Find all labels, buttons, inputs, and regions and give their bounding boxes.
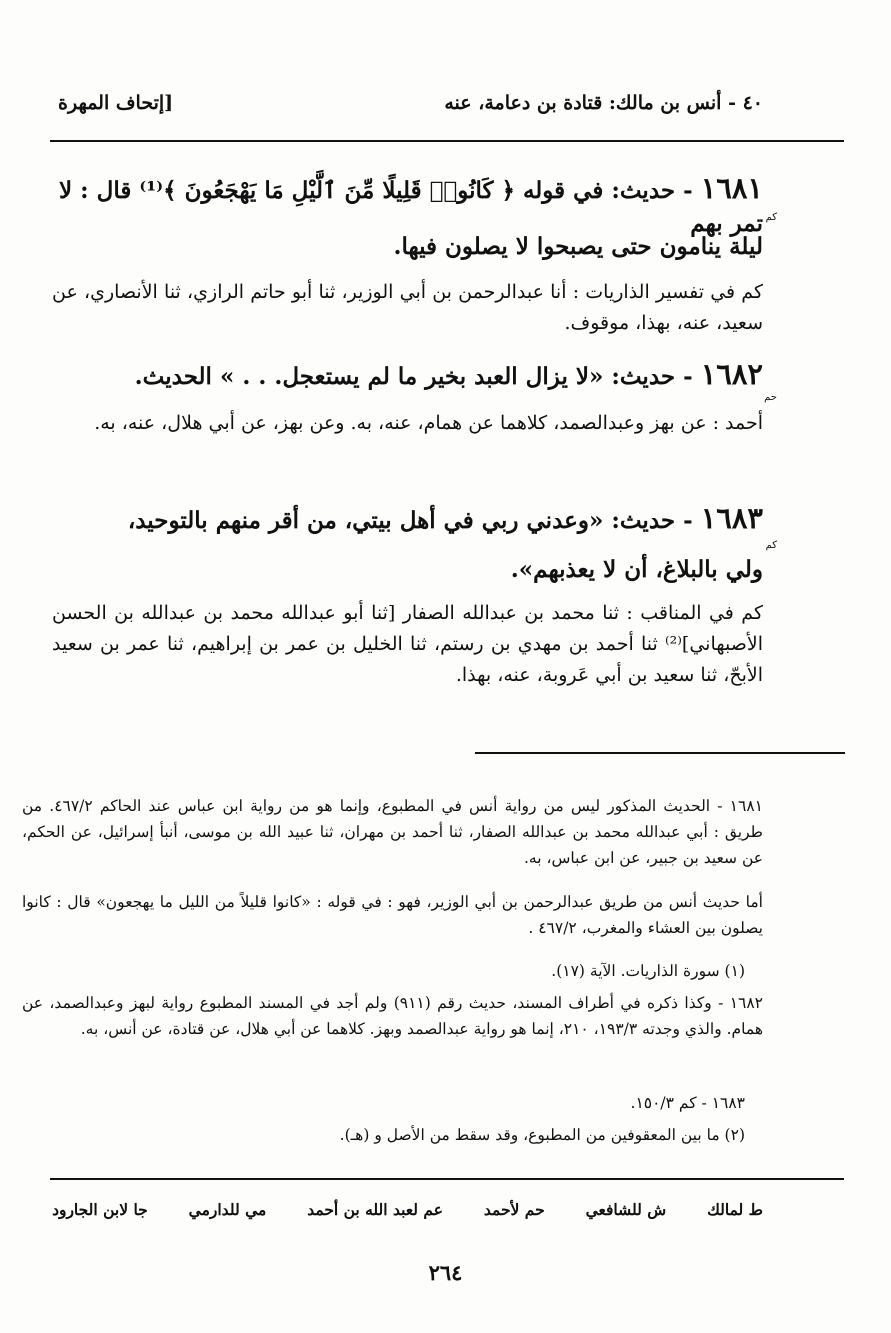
abbr-item: ط لمالك [707, 1200, 763, 1219]
footnote-1: (١) سورة الذاريات. الآية (١٧). [551, 962, 745, 980]
abbreviation-key [52, 1200, 763, 1219]
isnad-1682: أحمد : عن بهز وعبدالصمد، كلاهما عن همام، عنه، به. وعن بهز، عن أبي هلال، عنه، به. [94, 412, 763, 434]
source-symbol: كم [765, 212, 777, 223]
source-symbol: حم [764, 392, 777, 403]
abbreviation-rule [50, 1178, 844, 1180]
hadith-1683-cont: ولي بالبلاغ، أن لا يعذبهم». [510, 556, 763, 583]
hadith-number: ١٦٨٢ [700, 357, 763, 391]
footnote-2: (٢) ما بين المعقوفين من المطبوع، وقد سقط من الأصل و (هـ). [339, 1126, 745, 1144]
footnote-1681: ١٦٨١ - الحديث المذكور ليس من رواية أنس في المطبوع، وإنما هو من رواية ابن عباس عند الحاكم ٤٦٧/٢. من طريق : أبي عبدالله محمد بن عبدالله الصفار، ثنا أحمد بن مهران، ثنا عبيد الله بن موسى، أنبأ إسرائيل، عن الحكم، عن سعيد بن جبير، عن ابن عباس، به. [22, 797, 763, 867]
hadith-number: ١٦٨١ [700, 171, 763, 205]
hadith-number: ١٦٨٣ [700, 501, 763, 535]
hadith-1682 [52, 358, 763, 393]
footnote-1683: ١٦٨٣ - كم ١٥٠/٣. [630, 1094, 745, 1112]
abbr-item: حم لأحمد [483, 1200, 545, 1219]
abbr-item: عم لعبد الله بن أحمد [307, 1200, 443, 1219]
footnote-rule [475, 752, 845, 754]
footnote-1682: ١٦٨٢ - وكذا ذكره في أطراف المسند، حديث رقم (٩١١) ولم أجد في المسند المطبوع رواية لبهز وعبدالصمد، عن همام. والذي وجدته ١٩٣/٣، ٢١٠، إنما هو رواية عبدالصمد وبهز. كلاهما عن أبي هلال، عن قتادة، عن أنس، به. [22, 994, 763, 1038]
hadith-text: - حديث: «وعدني ربي في أهل بيتي، من أقر منهم بالتوحيد، [127, 507, 701, 534]
hadith-1683 [52, 502, 763, 537]
abbr-item: مي للدارمي [188, 1200, 267, 1219]
page-number: ٢٦٤ [428, 1260, 463, 1285]
book-title: [إتحاف المهرة [58, 92, 174, 114]
isnad-1681: كم في تفسير الذاريات : أنا عبدالرحمن بن أبي الوزير، ثنا أبو حاتم الرازي، ثنا الأنصاري، عن سعيد، عنه، بهذا، موقوف. [52, 281, 763, 334]
abbr-item: جا لابن الجارود [52, 1200, 148, 1219]
abbr-item: ش للشافعي [585, 1200, 667, 1219]
isnad-1683: كم في المناقب : ثنا محمد بن عبدالله الصفار [ثنا أبو عبدالله محمد بن عبدالله بن الحسن الأصبهاني]⁽²⁾ ثنا أحمد بن مهدي بن رستم، ثنا الخليل بن عمر بن إبراهيم، ثنا عمر بن سعيد الأبحّ، ثنا سعيد بن أبي عَروبة، عنه، بهذا. [52, 602, 763, 686]
footnote-1681-b: أما حديث أنس من طريق عبدالرحمن بن أبي الوزير، فهو : في قوله : «كانوا قليلاً من الليل ما يهجعون» قال : كانوا يصلون بين العشاء والمغرب، ٤٦٧/٢ . [22, 893, 763, 937]
source-symbol: كم [765, 540, 777, 551]
hadith-text: - حديث: «لا يزال العبد بخير ما لم يستعجل. . . » الحديث. [134, 363, 701, 390]
header-rule [50, 140, 844, 142]
hadith-1681-cont: ليلة ينامون حتى يصبحوا لا يصلون فيها. [393, 233, 763, 260]
chapter-title: ٤٠ - أنس بن مالك: قتادة بن دعامة، عنه [444, 92, 763, 114]
hadith-text: - حديث: في قوله ﴿ كَانُوا۟ قَلِيلًا مِّنَ ٱلَّيْلِ مَا يَهْجَعُونَ ﴾⁽¹⁾ قال : لا تمر بهم [58, 177, 763, 237]
